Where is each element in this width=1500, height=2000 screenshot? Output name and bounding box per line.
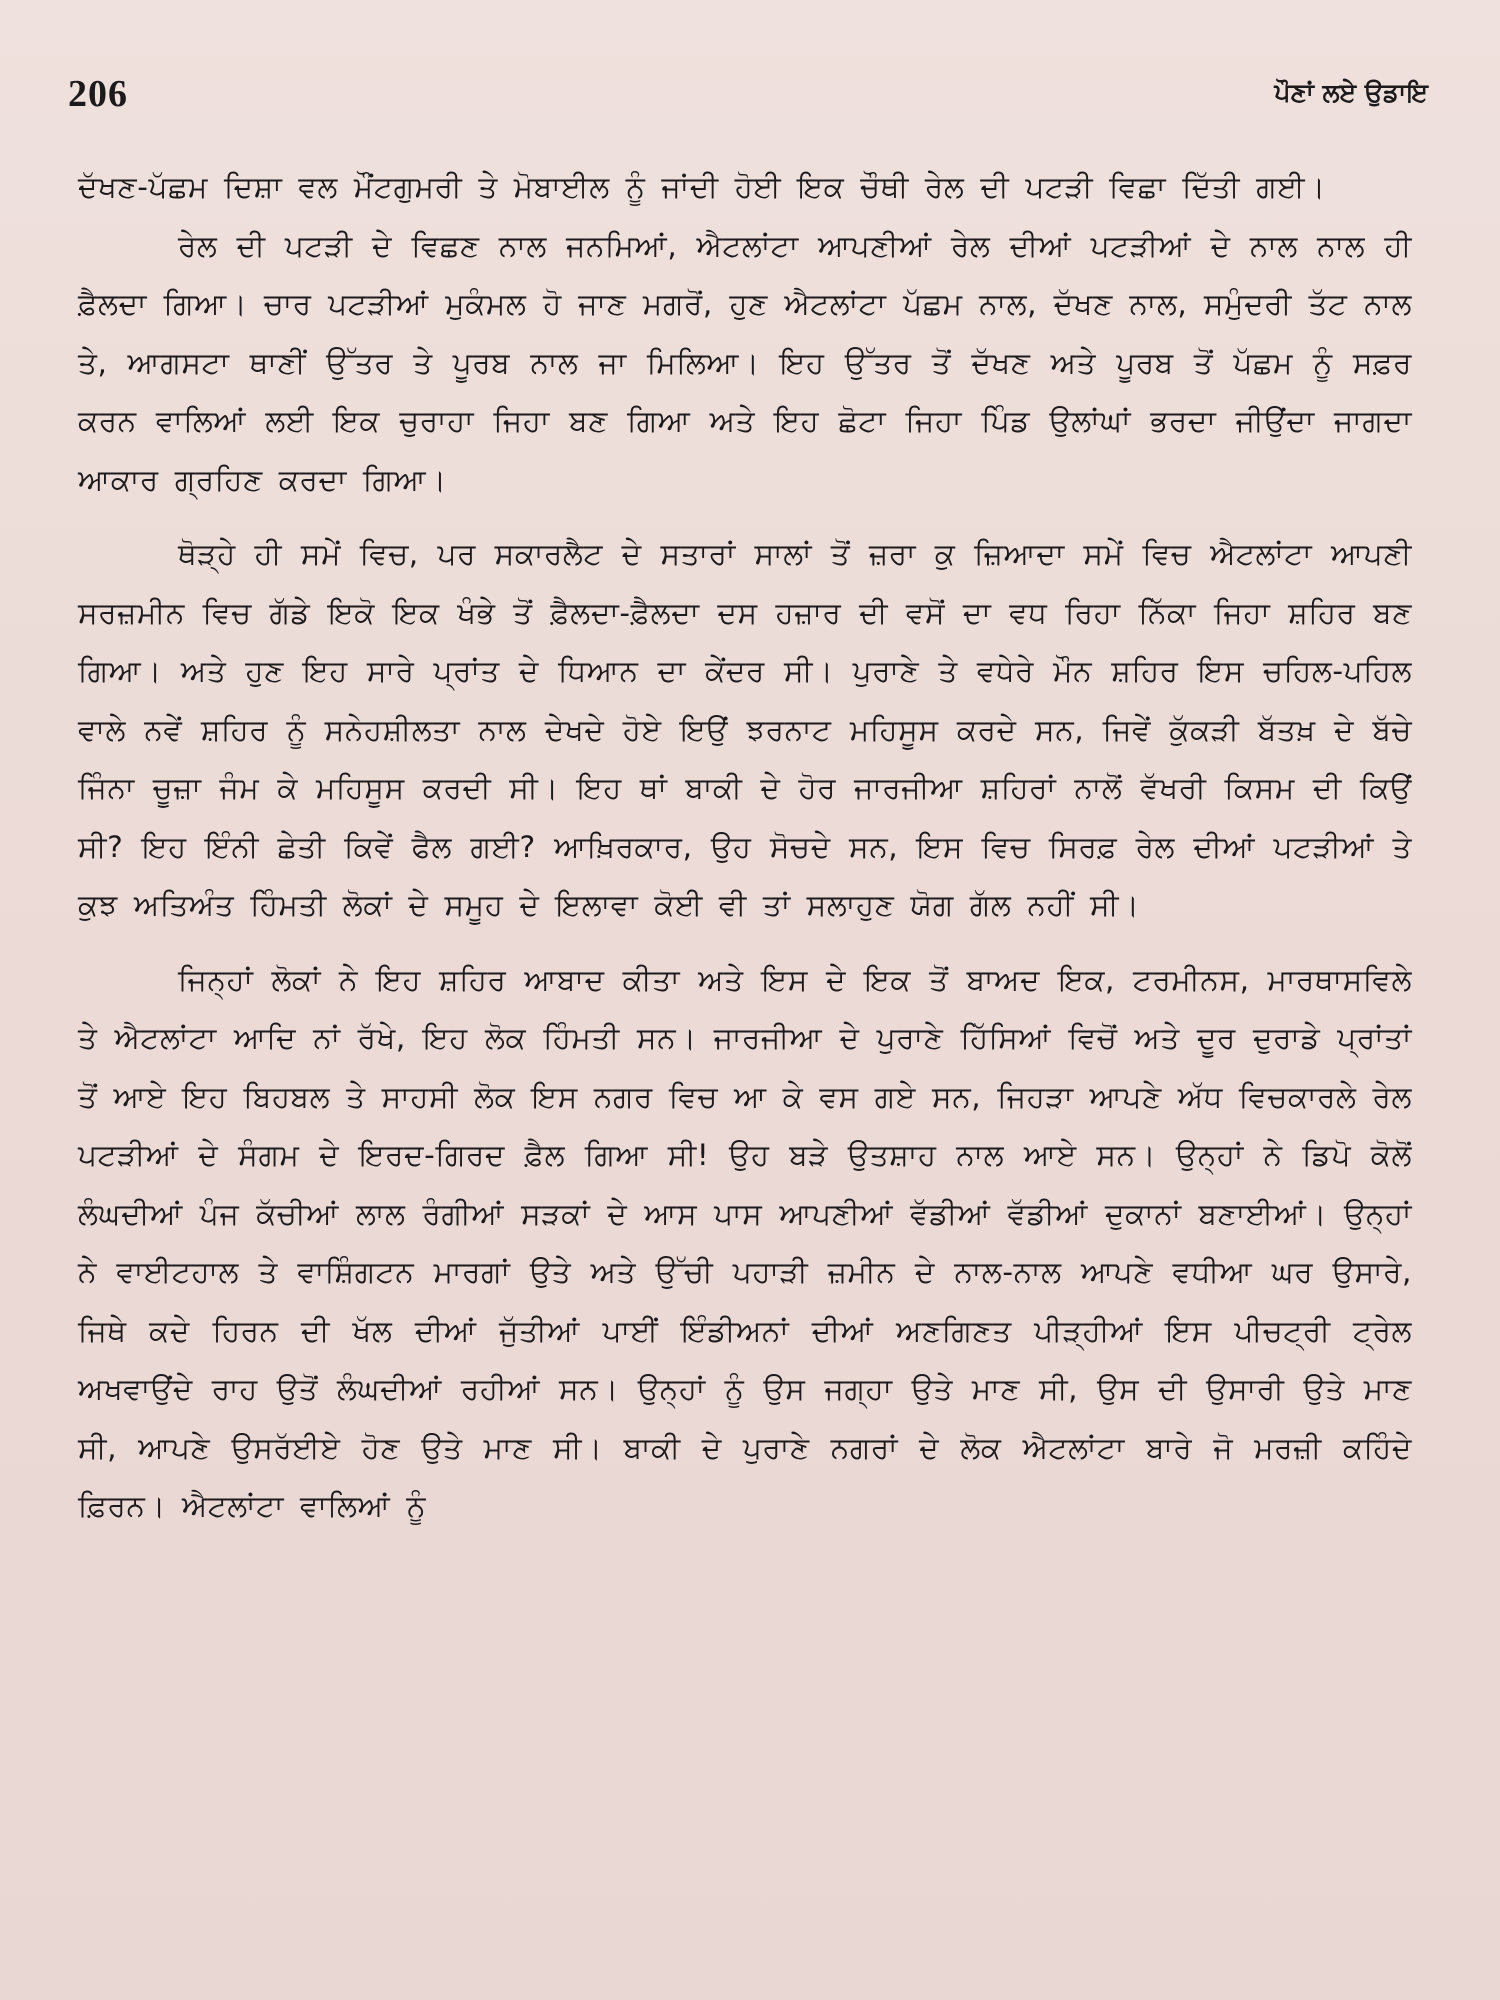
page-header [68,72,1428,132]
body-text [78,158,1412,1552]
paragraph: ਥੋੜ੍ਹੇ ਹੀ ਸਮੇਂ ਵਿਚ, ਪਰ ਸਕਾਰਲੈਟ ਦੇ ਸਤਾਰਾਂ ਸਾਲਾਂ ਤੋਂ ਜ਼ਰਾ ਕੁ ਜ਼ਿਆਦਾ ਸਮੇਂ ਵਿਚ ਐਟਲਾਂਟਾ ਆਪਣੀ ਸਰਜ਼ਮੀਨ ਵਿਚ ਗੱਡੇ ਇਕੋ ਇਕ ਖੰਭੇ ਤੋਂ ਫ਼ੈਲਦਾ-ਫ਼ੈਲਦਾ ਦਸ ਹਜ਼ਾਰ ਦੀ ਵਸੋਂ ਦਾ ਵਧ ਰਿਹਾ ਨਿੱਕਾ ਜਿਹਾ ਸ਼ਹਿਰ ਬਣ ਗਿਆ। ਅਤੇ ਹੁਣ ਇਹ ਸਾਰੇ ਪ੍ਰਾਂਤ ਦੇ ਧਿਆਨ ਦਾ ਕੇਂਦਰ ਸੀ। ਪੁਰਾਣੇ ਤੇ ਵਧੇਰੇ ਮੌਨ ਸ਼ਹਿਰ ਇਸ ਚਹਿਲ-ਪਹਿਲ ਵਾਲੇ ਨਵੇਂ ਸ਼ਹਿਰ ਨੂੰ ਸਨੇਹਸ਼ੀਲਤਾ ਨਾਲ ਦੇਖਦੇ ਹੋਏ ਇਉਂ ਝਰਨਾਟ ਮਹਿਸੂਸ ਕਰਦੇ ਸਨ, ਜਿਵੇਂ ਕੁੱਕੜੀ ਬੱਤਖ਼ ਦੇ ਬੱਚੇ ਜਿੰਨਾ ਚੂਜ਼ਾ ਜੰਮ ਕੇ ਮਹਿਸੂਸ ਕਰਦੀ ਸੀ। ਇਹ ਥਾਂ ਬਾਕੀ ਦੇ ਹੋਰ ਜਾਰਜੀਆ ਸ਼ਹਿਰਾਂ ਨਾਲੋਂ ਵੱਖਰੀ ਕਿਸਮ ਦੀ ਕਿਉਂ ਸੀ? ਇਹ ਇੰਨੀ ਛੇਤੀ ਕਿਵੇਂ ਫੈਲ ਗਈ? ਆਖ਼ਿਰਕਾਰ, ਉਹ ਸੋਚਦੇ ਸਨ, ਇਸ ਵਿਚ ਸਿਰਫ਼ ਰੇਲ ਦੀਆਂ ਪਟੜੀਆਂ ਤੇ ਕੁਝ ਅਤਿਅੰਤ ਹਿੰਮਤੀ ਲੋਕਾਂ ਦੇ ਸਮੂਹ ਦੇ ਇਲਾਵਾ ਕੋਈ ਵੀ ਤਾਂ ਸਲਾਹੁਣ ਯੋਗ ਗੱਲ ਨਹੀਂ ਸੀ। [78,537,1412,922]
running-title: ਪੌਣਾਂ ਲਏ ਉਡਾਇ [1274,78,1428,107]
page-number: 206 [68,73,128,115]
paragraph: ਦੱਖਣ-ਪੱਛਮ ਦਿਸ਼ਾ ਵਲ ਮੌਂਟਗੁਮਰੀ ਤੇ ਮੋਬਾਈਲ ਨੂੰ ਜਾਂਦੀ ਹੋਈ ਇਕ ਚੌਥੀ ਰੇਲ ਦੀ ਪਟੜੀ ਵਿਛਾ ਦਿੱਤੀ ਗਈ। [78,170,1326,204]
paragraph: ਰੇਲ ਦੀ ਪਟੜੀ ਦੇ ਵਿਛਣ ਨਾਲ ਜਨਮਿਆਂ, ਐਟਲਾਂਟਾ ਆਪਣੀਆਂ ਰੇਲ ਦੀਆਂ ਪਟੜੀਆਂ ਦੇ ਨਾਲ ਨਾਲ ਹੀ ਫ਼ੈਲਦਾ ਗਿਆ। ਚਾਰ ਪਟੜੀਆਂ ਮੁਕੰਮਲ ਹੋ ਜਾਣ ਮਗਰੋਂ, ਹੁਣ ਐਟਲਾਂਟਾ ਪੱਛਮ ਨਾਲ, ਦੱਖਣ ਨਾਲ, ਸਮੁੰਦਰੀ ਤੱਟ ਨਾਲ ਤੇ, ਆਗਸਟਾ ਥਾਣੀਂ ਉੱਤਰ ਤੇ ਪੂਰਬ ਨਾਲ ਜਾ ਮਿਲਿਆ। ਇਹ ਉੱਤਰ ਤੋਂ ਦੱਖਣ ਅਤੇ ਪੂਰਬ ਤੋਂ ਪੱਛਮ ਨੂੰ ਸਫ਼ਰ ਕਰਨ ਵਾਲਿਆਂ ਲਈ ਇਕ ਚੁਰਾਹਾ ਜਿਹਾ ਬਣ ਗਿਆ ਅਤੇ ਇਹ ਛੋਟਾ ਜਿਹਾ ਪਿੰਡ ਉਲਾਂਘਾਂ ਭਰਦਾ ਜੀਉਂਦਾ ਜਾਗਦਾ ਆਕਾਰ ਗ੍ਰਹਿਣ ਕਰਦਾ ਗਿਆ। [78,228,1412,497]
paragraph: ਜਿਨ੍ਹਾਂ ਲੋਕਾਂ ਨੇ ਇਹ ਸ਼ਹਿਰ ਆਬਾਦ ਕੀਤਾ ਅਤੇ ਇਸ ਦੇ ਇਕ ਤੋਂ ਬਾਅਦ ਇਕ, ਟਰਮੀਨਸ, ਮਾਰਥਾਸਵਿਲੇ ਤੇ ਐਟਲਾਂਟਾ ਆਦਿ ਨਾਂ ਰੱਖੇ, ਇਹ ਲੋਕ ਹਿੰਮਤੀ ਸਨ। ਜਾਰਜੀਆ ਦੇ ਪੁਰਾਣੇ ਹਿੱਸਿਆਂ ਵਿਚੋਂ ਅਤੇ ਦੂਰ ਦੁਰਾਡੇ ਪ੍ਰਾਂਤਾਂ ਤੋਂ ਆਏ ਇਹ ਬਿਹਬਲ ਤੇ ਸਾਹਸੀ ਲੋਕ ਇਸ ਨਗਰ ਵਿਚ ਆ ਕੇ ਵਸ ਗਏ ਸਨ, ਜਿਹੜਾ ਆਪਣੇ ਅੱਧ ਵਿਚਕਾਰਲੇ ਰੇਲ ਪਟੜੀਆਂ ਦੇ ਸੰਗਮ ਦੇ ਇਰਦ-ਗਿਰਦ ਫ਼ੈਲ ਗਿਆ ਸੀ! ਉਹ ਬੜੇ ਉਤਸ਼ਾਹ ਨਾਲ ਆਏ ਸਨ। ਉਨ੍ਹਾਂ ਨੇ ਡਿਪੋ ਕੋਲੋਂ ਲੰਘਦੀਆਂ ਪੰਜ ਕੱਚੀਆਂ ਲਾਲ ਰੰਗੀਆਂ ਸੜਕਾਂ ਦੇ ਆਸ ਪਾਸ ਆਪਣੀਆਂ ਵੱਡੀਆਂ ਵੱਡੀਆਂ ਦੁਕਾਨਾਂ ਬਣਾਈਆਂ। ਉਨ੍ਹਾਂ ਨੇ ਵਾਈਟਹਾਲ ਤੇ ਵਾਸ਼ਿੰਗਟਨ ਮਾਰਗਾਂ ਉਤੇ ਅਤੇ ਉੱਚੀ ਪਹਾੜੀ ਜ਼ਮੀਨ ਦੇ ਨਾਲ-ਨਾਲ ਆਪਣੇ ਵਧੀਆ ਘਰ ਉਸਾਰੇ, ਜਿਥੇ ਕਦੇ ਹਿਰਨ ਦੀ ਖੱਲ ਦੀਆਂ ਜੁੱਤੀਆਂ ਪਾਈਂ ਇੰਡੀਅਨਾਂ ਦੀਆਂ ਅਣਗਿਣਤ ਪੀੜ੍ਹੀਆਂ ਇਸ ਪੀਚਟ੍ਰੀ ਟ੍ਰੇਲ ਅਖਵਾਉਂਦੇ ਰਾਹ ਉਤੋਂ ਲੰਘਦੀਆਂ ਰਹੀਆਂ ਸਨ। ਉਨ੍ਹਾਂ ਨੂੰ ਉਸ ਜਗ੍ਹਾ ਉਤੇ ਮਾਣ ਸੀ, ਉਸ ਦੀ ਉਸਾਰੀ ਉਤੇ ਮਾਣ ਸੀ, ਆਪਣੇ ਉਸਰੱਈਏ ਹੋਣ ਉਤੇ ਮਾਣ ਸੀ। ਬਾਕੀ ਦੇ ਪੁਰਾਣੇ ਨਗਰਾਂ ਦੇ ਲੋਕ ਐਟਲਾਂਟਾ ਬਾਰੇ ਜੋ ਮਰਜ਼ੀ ਕਹਿੰਦੇ ਫ਼ਿਰਨ। ਐਟਲਾਂਟਾ ਵਾਲਿਆਂ ਨੂੰ [78,962,1412,1523]
